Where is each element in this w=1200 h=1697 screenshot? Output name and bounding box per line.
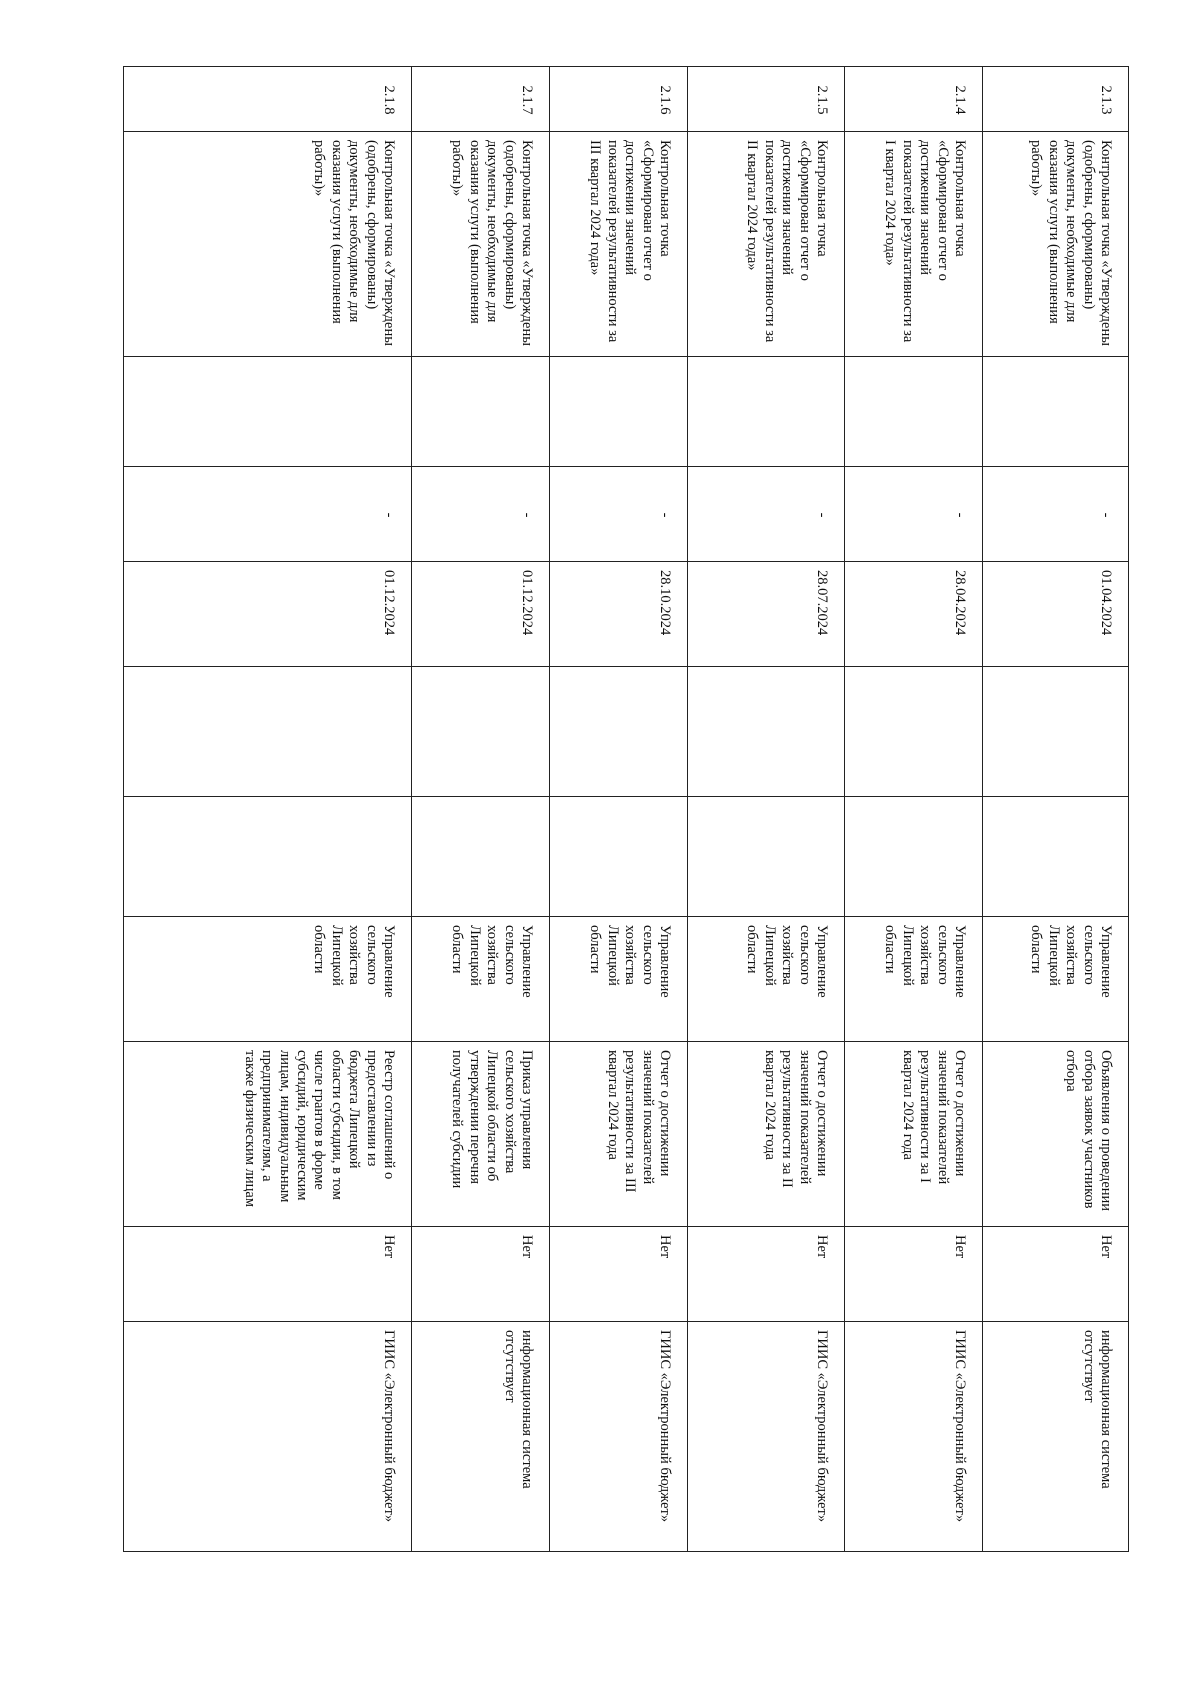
empty-cell [983,667,1129,797]
control-point-title: Контрольная точка «Сформирован отчет о достижении значений показателей результативности за II квартал 2024 года» [688,132,845,357]
control-point-title: Контрольная точка «Утверждены (одобрены, сформированы) документы, необходимые для оказания услуги (выполнения работы)» [124,132,412,357]
empty-cell [124,357,412,467]
empty-cell [550,357,688,467]
dash-cell: - [124,467,412,562]
rotated-table-wrapper [124,66,1129,1551]
deadline-date: 28.10.2024 [550,562,688,667]
flag-cell: Нет [983,1227,1129,1322]
flag-cell: Нет [550,1227,688,1322]
control-point-title: Контрольная точка «Сформирован отчет о достижении значений показателей результативности за III квартал 2024 года» [550,132,688,357]
empty-cell [983,797,1129,917]
information-system: ГИИС «Электронный бюджет» [688,1322,845,1552]
row-number: 2.1.8 [124,67,412,132]
empty-cell [550,667,688,797]
empty-cell [688,357,845,467]
table-row [412,67,550,1552]
table-body [124,67,1129,1552]
row-number: 2.1.5 [688,67,845,132]
result-document: Отчет о достижении значений показателей результативности за I квартал 2024 года [845,1042,983,1227]
responsible-body: Управление сельского хозяйства Липецкой области [845,917,983,1042]
control-point-title: Контрольная точка «Утверждены (одобрены, сформированы) документы, необходимые для оказания услуги (выполнения работы)» [412,132,550,357]
empty-cell [845,357,983,467]
information-system: ГИИС «Электронный бюджет» [845,1322,983,1552]
deadline-date: 01.12.2024 [124,562,412,667]
table-row [124,67,412,1552]
empty-cell [412,797,550,917]
flag-cell: Нет [412,1227,550,1322]
empty-cell [983,357,1129,467]
empty-cell [124,667,412,797]
control-points-table [123,66,1129,1552]
information-system: ГИИС «Электронный бюджет» [550,1322,688,1552]
deadline-date: 28.04.2024 [845,562,983,667]
dash-cell: - [983,467,1129,562]
empty-cell [550,797,688,917]
dash-cell: - [412,467,550,562]
dash-cell: - [845,467,983,562]
responsible-body: Управление сельского хозяйства Липецкой области [983,917,1129,1042]
table-row [983,67,1129,1552]
deadline-date: 28.07.2024 [688,562,845,667]
result-document: Отчет о достижении значений показателей результативности за II квартал 2024 года [688,1042,845,1227]
table-row [845,67,983,1552]
flag-cell: Нет [124,1227,412,1322]
empty-cell [412,667,550,797]
row-number: 2.1.6 [550,67,688,132]
deadline-date: 01.04.2024 [983,562,1129,667]
information-system: информационная система отсутствует [983,1322,1129,1552]
information-system: информационная система отсутствует [412,1322,550,1552]
empty-cell [412,357,550,467]
row-number: 2.1.3 [983,67,1129,132]
information-system: ГИИС «Электронный бюджет» [124,1322,412,1552]
flag-cell: Нет [845,1227,983,1322]
result-document: Приказ управления сельского хозяйства Липецкой области об утверждении перечня получателей субсидии [412,1042,550,1227]
flag-cell: Нет [688,1227,845,1322]
result-document: Реестр соглашений о предоставлении из бюджета Липецкой области субсидии, в том числе грантов в форме субсидий, юридическим лицам, индивидуальным предпринимателям, а также физическим лицам [124,1042,412,1227]
empty-cell [124,797,412,917]
responsible-body: Управление сельского хозяйства Липецкой области [688,917,845,1042]
control-point-title: Контрольная точка «Утверждены (одобрены, сформированы) документы, необходимые для оказания услуги (выполнения работы)» [983,132,1129,357]
result-document: Объявления о проведении отбора заявок участников отбора [983,1042,1129,1227]
dash-cell: - [550,467,688,562]
table-row [550,67,688,1552]
result-document: Отчет о достижении значений показателей результативности за III квартал 2024 года [550,1042,688,1227]
empty-cell [688,797,845,917]
responsible-body: Управление сельского хозяйства Липецкой области [412,917,550,1042]
empty-cell [845,797,983,917]
deadline-date: 01.12.2024 [412,562,550,667]
dash-cell: - [688,467,845,562]
responsible-body: Управление сельского хозяйства Липецкой области [550,917,688,1042]
empty-cell [688,667,845,797]
row-number: 2.1.4 [845,67,983,132]
empty-cell [845,667,983,797]
row-number: 2.1.7 [412,67,550,132]
control-point-title: Контрольная точка «Сформирован отчет о достижении значений показателей результативности за I квартал 2024 года» [845,132,983,357]
responsible-body: Управление сельского хозяйства Липецкой области [124,917,412,1042]
table-row [688,67,845,1552]
